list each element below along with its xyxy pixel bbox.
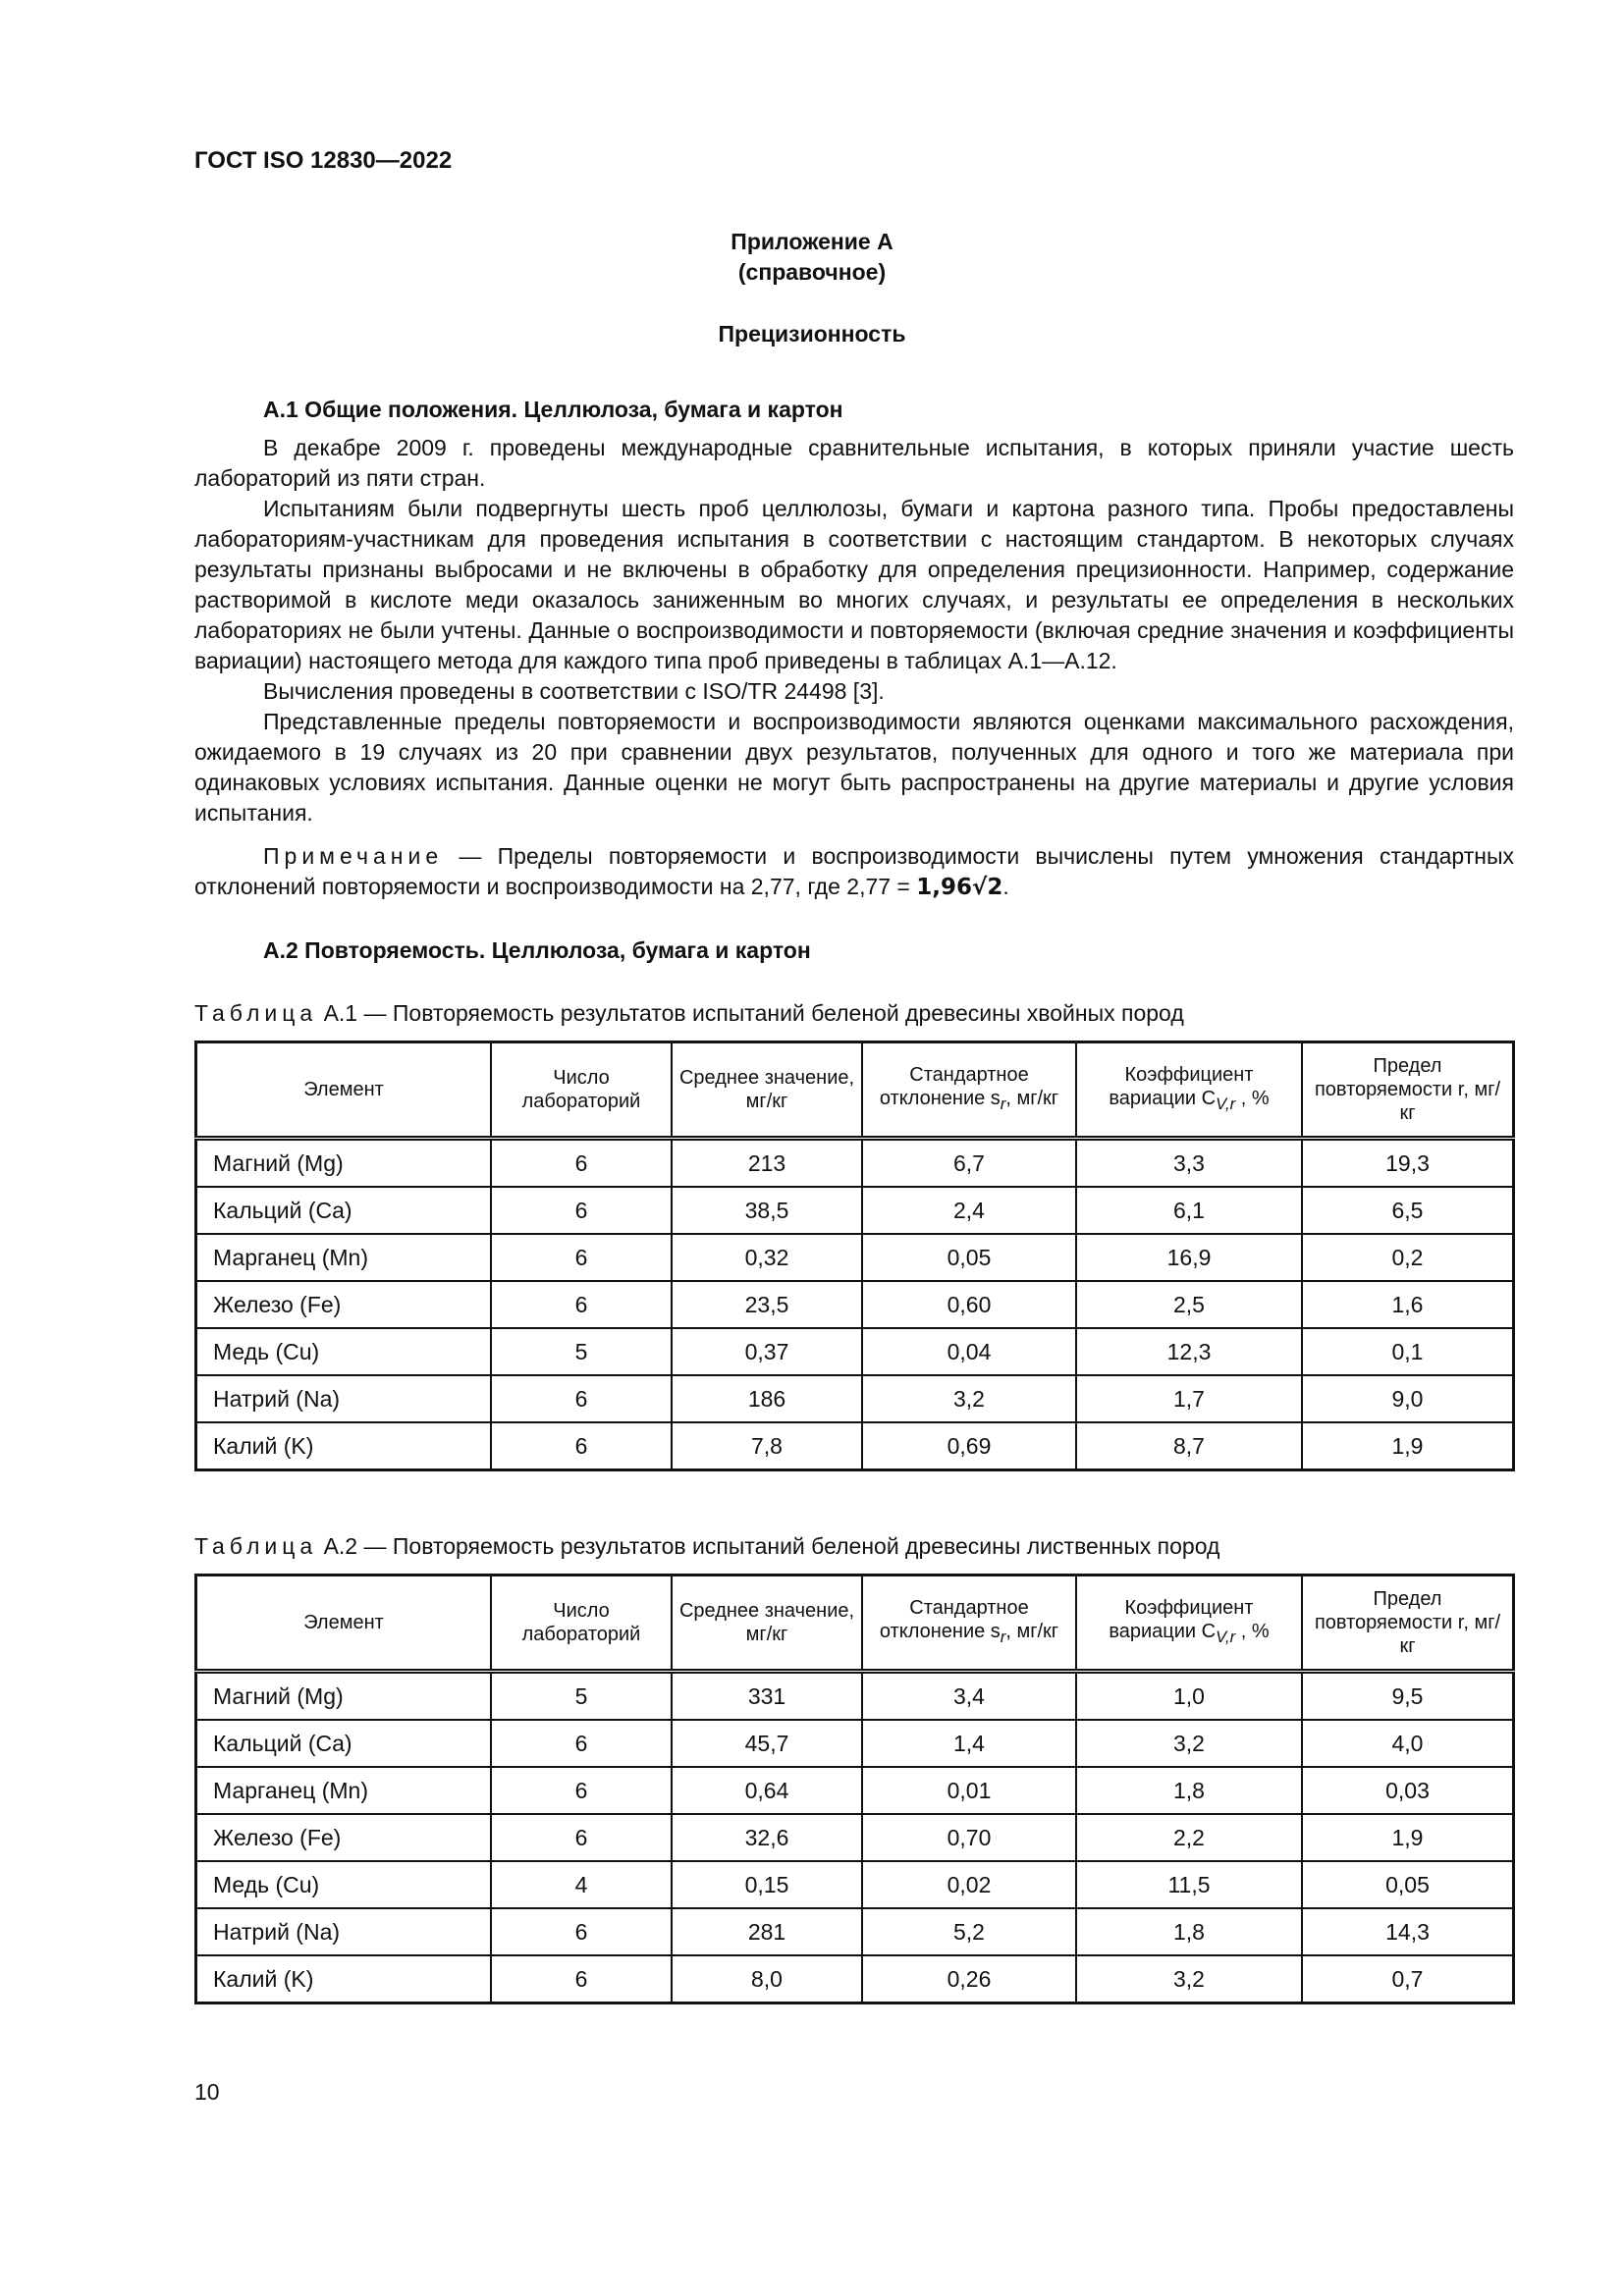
cell-value: 186 (672, 1375, 862, 1422)
col-mean: Среднее значение, мг/кг (672, 1042, 862, 1139)
cell-value: 2,2 (1076, 1814, 1302, 1861)
cell-value: 9,5 (1302, 1672, 1514, 1721)
cell-value: 4,0 (1302, 1720, 1514, 1767)
col-element: Элемент (196, 1042, 492, 1139)
cell-value: 0,15 (672, 1861, 862, 1908)
cell-value: 5 (491, 1328, 672, 1375)
cell-value: 5 (491, 1672, 672, 1721)
cell-value: 6 (491, 1955, 672, 2003)
table-row (196, 1955, 1514, 2003)
cell-value: 1,9 (1302, 1422, 1514, 1470)
cell-element: Калий (K) (196, 1422, 492, 1470)
paragraph: Представленные пределы повторяемости и воспроизводимости являются оценками максимального расхождения, ожидаемого в 19 случаях из 20 при сравнении двух результатов, полученных для одного и того же материала при одинаковых условиях испытания. Данные оценки не могут быть распространены на другие материалы и другие условия испытания. (194, 709, 1514, 826)
cell-value: 1,6 (1302, 1281, 1514, 1328)
cell-value: 32,6 (672, 1814, 862, 1861)
cell-value: 3,3 (1076, 1139, 1302, 1188)
col-element: Элемент (196, 1575, 492, 1672)
cell-value: 6,5 (1302, 1187, 1514, 1234)
cell-value: 0,2 (1302, 1234, 1514, 1281)
cell-value: 0,02 (862, 1861, 1076, 1908)
table-row (196, 1908, 1514, 1955)
cell-element: Калий (K) (196, 1955, 492, 2003)
cell-value: 3,2 (1076, 1955, 1302, 2003)
cell-value: 45,7 (672, 1720, 862, 1767)
cell-value: 1,8 (1076, 1908, 1302, 1955)
cell-value: 1,7 (1076, 1375, 1302, 1422)
cell-value: 0,69 (862, 1422, 1076, 1470)
col-sd: Стандартное отклонение $s_r$, мг/кг (862, 1575, 1076, 1672)
note-text: — Пределы повторяемости и воспроизводимости вычислены путем умножения стандартных отклонений повторяемости и воспроизводимости на 2,77, где 2,77 = (194, 843, 1514, 899)
table-row (196, 1281, 1514, 1328)
cell-value: 6 (491, 1281, 672, 1328)
cell-value: 0,05 (862, 1234, 1076, 1281)
cell-element: Железо (Fe) (196, 1814, 492, 1861)
cell-value: 0,60 (862, 1281, 1076, 1328)
cell-value: 3,2 (862, 1375, 1076, 1422)
cell-value: 6 (491, 1767, 672, 1814)
cell-element: Магний (Mg) (196, 1672, 492, 1721)
cell-value: 8,7 (1076, 1422, 1302, 1470)
cell-value: 12,3 (1076, 1328, 1302, 1375)
col-limit: Предел повторяемости r, мг/кг (1302, 1575, 1514, 1672)
cell-value: 331 (672, 1672, 862, 1721)
note-end: . (1002, 874, 1009, 899)
cell-value: 38,5 (672, 1187, 862, 1234)
cell-value: 0,26 (862, 1955, 1076, 2003)
cell-element: Медь (Cu) (196, 1328, 492, 1375)
cell-value: 1,0 (1076, 1672, 1302, 1721)
cell-element: Натрий (Na) (196, 1375, 492, 1422)
cell-value: 3,4 (862, 1672, 1076, 1721)
cell-value: 213 (672, 1139, 862, 1188)
cell-value: 8,0 (672, 1955, 862, 2003)
table-row (196, 1187, 1514, 1234)
cell-value: 3,2 (1076, 1720, 1302, 1767)
col-limit: Предел повторяемости r, мг/кг (1302, 1042, 1514, 1139)
cell-value: 23,5 (672, 1281, 862, 1328)
cell-value: 6,1 (1076, 1187, 1302, 1234)
cell-value: 6 (491, 1187, 672, 1234)
cell-value: 9,0 (1302, 1375, 1514, 1422)
cell-value: 0,05 (1302, 1861, 1514, 1908)
cell-value: 0,03 (1302, 1767, 1514, 1814)
cell-value: 16,9 (1076, 1234, 1302, 1281)
cell-value: 2,5 (1076, 1281, 1302, 1328)
cell-value: 6 (491, 1234, 672, 1281)
table-header-row (196, 1042, 1514, 1139)
annex-title: Приложение А (731, 229, 893, 254)
annex-name: Прецизионность (718, 321, 906, 347)
section-a2-heading: А.2 Повторяемость. Целлюлоза, бумага и картон (263, 937, 811, 963)
cell-element: Марганец (Mn) (196, 1767, 492, 1814)
cell-value: 6 (491, 1908, 672, 1955)
note (194, 841, 1514, 903)
paragraph: Вычисления проведены в соответствии с ISO/TR 24498 [3]. (263, 678, 885, 704)
col-cv: Коэффициент вариации $C_{V,r}$ , % (1076, 1575, 1302, 1672)
table-row (196, 1375, 1514, 1422)
cell-value: 281 (672, 1908, 862, 1955)
document-code: ГОСТ ISO 12830—2022 (194, 147, 453, 174)
cell-value: 6 (491, 1814, 672, 1861)
cell-value: 19,3 (1302, 1139, 1514, 1188)
cell-element: Медь (Cu) (196, 1861, 492, 1908)
table-row (196, 1767, 1514, 1814)
table-row (196, 1672, 1514, 1721)
cell-value: 6 (491, 1422, 672, 1470)
cell-value: 1,9 (1302, 1814, 1514, 1861)
cell-value: 0,70 (862, 1814, 1076, 1861)
note-label: Примечание (263, 843, 444, 869)
cell-value: 6 (491, 1375, 672, 1422)
cell-element: Кальций (Ca) (196, 1187, 492, 1234)
table-a2-caption: Таблица А.2 — Повторяемость результатов испытаний беленой древесины лиственных пород (194, 1533, 1220, 1559)
table-header-row (196, 1575, 1514, 1672)
col-mean: Среднее значение, мг/кг (672, 1575, 862, 1672)
cell-element: Кальций (Ca) (196, 1720, 492, 1767)
cell-value: 4 (491, 1861, 672, 1908)
col-labs: Число лабораторий (491, 1575, 672, 1672)
col-cv: Коэффициент вариации $C_{V,r}$ , % (1076, 1042, 1302, 1139)
table-row (196, 1720, 1514, 1767)
paragraph: В декабре 2009 г. проведены международные сравнительные испытания, в которых приняли участие шесть лабораторий из пяти стран. (194, 435, 1514, 491)
paragraph: Испытаниям были подвергнуты шесть проб целлюлозы, бумаги и картона разного типа. Пробы предоставлены лабораториям-участникам для проведения испытания в соответствии с настоящим стандартом. В некоторых случаях результаты признаны выбросами и не включены в обработку для определения прецизионности. Например, содержание растворимой в кислоте меди оказалось заниженным во многих случаях, и результаты ее определения в нескольких лабораториях не были учтены. Данные о воспроизводимости и повторяемости (включая средние значения и коэффициенты вариации) настоящего метода для каждого типа проб приведены в таблицах А.1—А.12. (194, 496, 1514, 673)
col-labs: Число лабораторий (491, 1042, 672, 1139)
cell-element: Натрий (Na) (196, 1908, 492, 1955)
cell-value: 7,8 (672, 1422, 862, 1470)
table-a1-caption: Таблица А.1 — Повторяемость результатов испытаний беленой древесины хвойных пород (194, 1000, 1184, 1026)
cell-value: 2,4 (862, 1187, 1076, 1234)
cell-value: 0,01 (862, 1767, 1076, 1814)
page-number: 10 (194, 2079, 220, 2105)
note-formula: 1,96√2 (916, 875, 1003, 900)
cell-element: Магний (Mg) (196, 1139, 492, 1188)
table-a2 (194, 1574, 1515, 2004)
table-a1 (194, 1041, 1515, 1471)
col-sd: Стандартное отклонение $s_r$, мг/кг (862, 1042, 1076, 1139)
cell-value: 0,1 (1302, 1328, 1514, 1375)
cell-value: 5,2 (862, 1908, 1076, 1955)
annex-status: (справочное) (737, 259, 887, 285)
cell-value: 0,7 (1302, 1955, 1514, 2003)
cell-value: 1,4 (862, 1720, 1076, 1767)
cell-value: 1,8 (1076, 1767, 1302, 1814)
cell-value: 0,37 (672, 1328, 862, 1375)
section-a1-body (194, 433, 1514, 903)
table-row (196, 1234, 1514, 1281)
cell-value: 0,04 (862, 1328, 1076, 1375)
table-row (196, 1139, 1514, 1188)
cell-element: Марганец (Mn) (196, 1234, 492, 1281)
cell-value: 11,5 (1076, 1861, 1302, 1908)
section-a1-heading: А.1 Общие положения. Целлюлоза, бумага и картон (263, 397, 843, 422)
table-row (196, 1422, 1514, 1470)
cell-value: 6,7 (862, 1139, 1076, 1188)
table-row (196, 1861, 1514, 1908)
cell-value: 0,64 (672, 1767, 862, 1814)
cell-value: 0,32 (672, 1234, 862, 1281)
cell-value: 6 (491, 1720, 672, 1767)
cell-element: Железо (Fe) (196, 1281, 492, 1328)
cell-value: 6 (491, 1139, 672, 1188)
table-row (196, 1814, 1514, 1861)
cell-value: 14,3 (1302, 1908, 1514, 1955)
table-row (196, 1328, 1514, 1375)
